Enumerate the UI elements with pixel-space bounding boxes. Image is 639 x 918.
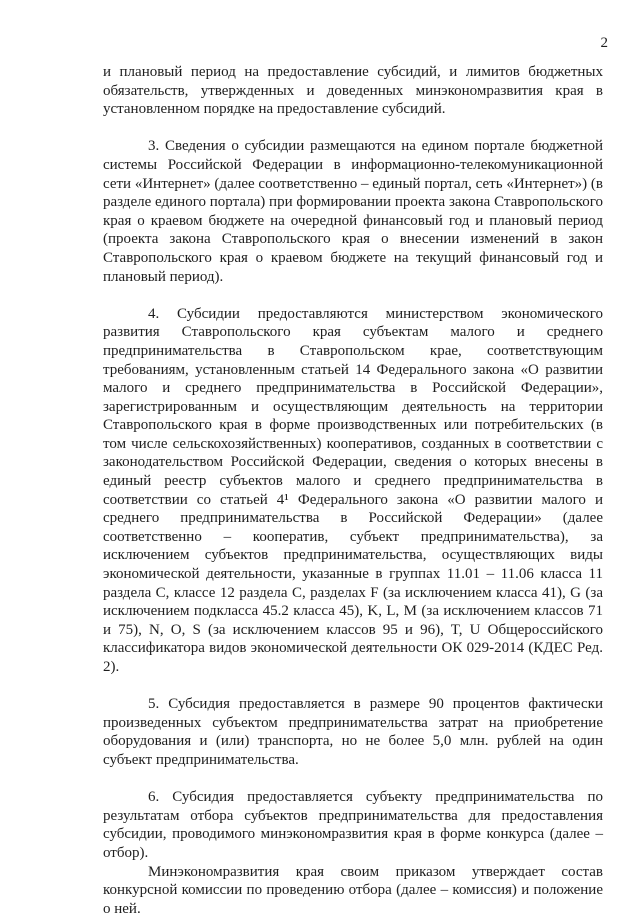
paragraph-5-subsidy-amount: 5. Субсидия предоставляется в размере 90 процентов фактически произведенных субъектом предпринимательства затрат на приобретение оборудования и (или) транспорта, но не более 5,0 млн. рублей на один субъект предпринимательства. [103, 696, 603, 768]
page-number: 2 [600, 35, 608, 51]
paragraph-3-subsidy-info: 3. Сведения о субсидии размещаются на едином портале бюджетной системы Российской Федерации в информационно-телекомуникационной сети «Интернет» (далее соответственно – единый портал, сеть «Интернет») (в разделе единого портала) при формировании проекта закона Ставропольского края о краевом бюджете на очередной финансовый год и плановый период (проекта закона Ставропольского края о внесении изменений в закон Ставропольского края о краевом бюджете на текущий финансовый год и плановый период). [103, 138, 603, 285]
paragraph-4-subsidy-recipients: 4. Субсидии предоставляются министерством экономического развития Ставропольского края субъектам малого и среднего предпринимательства в Ставропольском крае, соответствующим требованиям, установленным статьей 14 Федерального закона «О развитии малого и среднего предпринимательства в Российской Федерации», зарегистрированным и осуществляющим деятельность на территории Ставропольского края в форме производственных или потребительских (в том числе сельскохозяйственных) кооперативов, созданных в соответствии с законодательством Российской Федерации, сведения о которых внесены в единый реестр субъектов малого и среднего предпринимательства в соответствии со статьей 4¹ Федерального закона «О развитии малого и среднего предпринимательства в Российской Федерации» (далее соответственно – кооператив, субъект предпринимательства), за исключением субъектов предпринимательства, осуществляющих виды экономической деятельности, указанные в группах 11.01 – 11.06 класса 11 раздела С, классе 12 раздела С, разделах F (за исключением класса 41), G (за исключением подкласса 45.2 класса 45), K, L, M (за исключением классов 71 и 75), N, O, S (за исключением классов 95 и 96), T, U Общероссийского классификатора видов экономической деятельности ОК 029-2014 (КДЕС Ред. 2). [103, 305, 603, 675]
paragraph-continuation: и плановый период на предоставление субсидий, и лимитов бюджетных обязательств, утвержденных и доведенных минэкономразвития края в установленном порядке на предоставление субсидий. [103, 64, 603, 118]
paragraph-commission: Минэкономразвития края своим приказом утверждает состав конкурсной комиссии по проведению отбора (далее – комиссия) и положение о ней. [103, 863, 603, 917]
paragraph-6-subsidy-selection: 6. Субсидия предоставляется субъекту предпринимательства по результатам отбора субъектов предпринимательства для предоставления субсидии, проводимого минэкономразвития края в форме конкурса (далее – отбор). [103, 789, 603, 861]
document-body [103, 63, 603, 918]
